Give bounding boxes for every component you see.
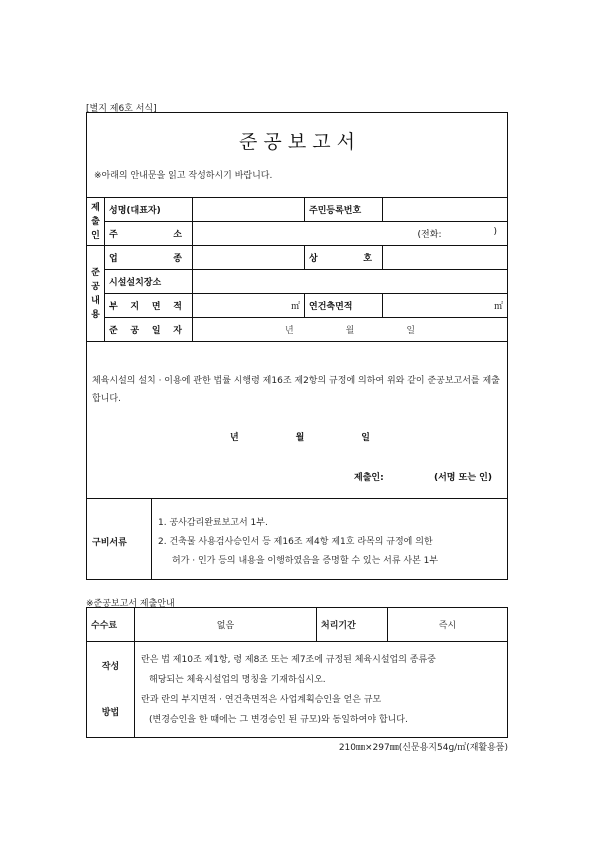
fee-value: 없음 bbox=[135, 608, 317, 642]
processing-period-label: 처리기간 bbox=[317, 608, 388, 642]
facility-location-label: 시설설치장소 bbox=[105, 270, 193, 294]
name-input[interactable] bbox=[193, 198, 305, 222]
completion-group-label: 준 공 내 용 bbox=[87, 246, 105, 342]
statement-text: 체육시설의 설치 · 이용에 관한 법률 시행령 제16조 제2항의 규정에 의하여 위와 같이 준공보고서를 제출합니다. bbox=[92, 376, 500, 404]
document-item-2-continued: 허가 · 인가 등의 내용을 이행하였음을 증명할 수 있는 서류 사본 1부 bbox=[172, 556, 439, 566]
submission-date bbox=[230, 430, 370, 443]
guide-table bbox=[86, 607, 508, 738]
document-title: 준 공 보 고 서 bbox=[239, 131, 355, 153]
documents-divider bbox=[86, 498, 508, 499]
guide-title: ※준공보고서 제출안내 bbox=[86, 599, 175, 609]
submitter-label: 제출인: bbox=[354, 473, 384, 483]
applicant-table bbox=[86, 197, 508, 342]
required-documents-label: 구비서류 bbox=[92, 538, 127, 548]
site-area-input[interactable]: ㎡ bbox=[193, 294, 305, 318]
signature-label: (서명 또는 인) bbox=[434, 473, 492, 483]
completion-date-label: 준 공 일 자 bbox=[105, 318, 193, 342]
form-frame bbox=[86, 112, 508, 580]
rrn-input[interactable] bbox=[383, 198, 508, 222]
address-input[interactable] bbox=[193, 222, 508, 246]
method-label: 작성 방법 bbox=[87, 642, 135, 738]
trade-name-input[interactable] bbox=[383, 246, 508, 270]
name-label: 성명(대표자) bbox=[105, 198, 193, 222]
completion-date-input[interactable]: 년 월 일 bbox=[193, 318, 508, 342]
instruction-notice: ※아래의 안내문을 읽고 작성하시기 바랍니다. bbox=[94, 171, 273, 181]
floor-area-label: 연건축면적 bbox=[305, 294, 383, 318]
document-item-2: 2. 건축물 사용검사승인서 등 제16조 제4항 제1호 라목의 규정에 의한 bbox=[158, 537, 433, 547]
rrn-label: 주민등록번호 bbox=[305, 198, 383, 222]
business-type-label: 업 종 bbox=[105, 246, 193, 270]
phone-field: (전화: ) bbox=[417, 227, 497, 240]
month-label: 월 bbox=[295, 433, 305, 443]
applicant-group-label: 제 출 인 bbox=[87, 198, 105, 246]
site-area-label: 부 지 면 적 bbox=[105, 294, 193, 318]
day-label: 일 bbox=[361, 433, 370, 443]
documents-column-divider bbox=[151, 498, 152, 580]
trade-name-label: 상 호 bbox=[305, 246, 383, 270]
processing-period-value: 즉시 bbox=[388, 608, 508, 642]
method-text: 란은 법 제10조 제1항, 령 제8조 또는 제7조에 규정된 체육시설업의 종류중 해당되는 체육시설업의 명칭을 기재하십시오. 란과 란의 부지면적 · 연건축면적은 사업계획승인을 얻은 규모 (변경승인을 한 때에는 그 변경승인 된 규모)와 동일하여야 합니다. bbox=[135, 642, 508, 738]
year-label: 년 bbox=[230, 433, 239, 443]
paper-spec-footer: 210㎜×297㎜(신문용지54g/㎡(재활용품) bbox=[338, 743, 508, 753]
fee-label: 수수료 bbox=[87, 608, 135, 642]
facility-location-input[interactable] bbox=[193, 270, 508, 294]
floor-area-input[interactable]: ㎡ bbox=[383, 294, 508, 318]
address-label: 주 소 bbox=[105, 222, 193, 246]
document-item-1: 1. 공사감리완료보고서 1부. bbox=[158, 518, 268, 528]
business-type-input[interactable] bbox=[193, 246, 305, 270]
form-number-label: [별지 제6호 서식] bbox=[86, 104, 157, 114]
